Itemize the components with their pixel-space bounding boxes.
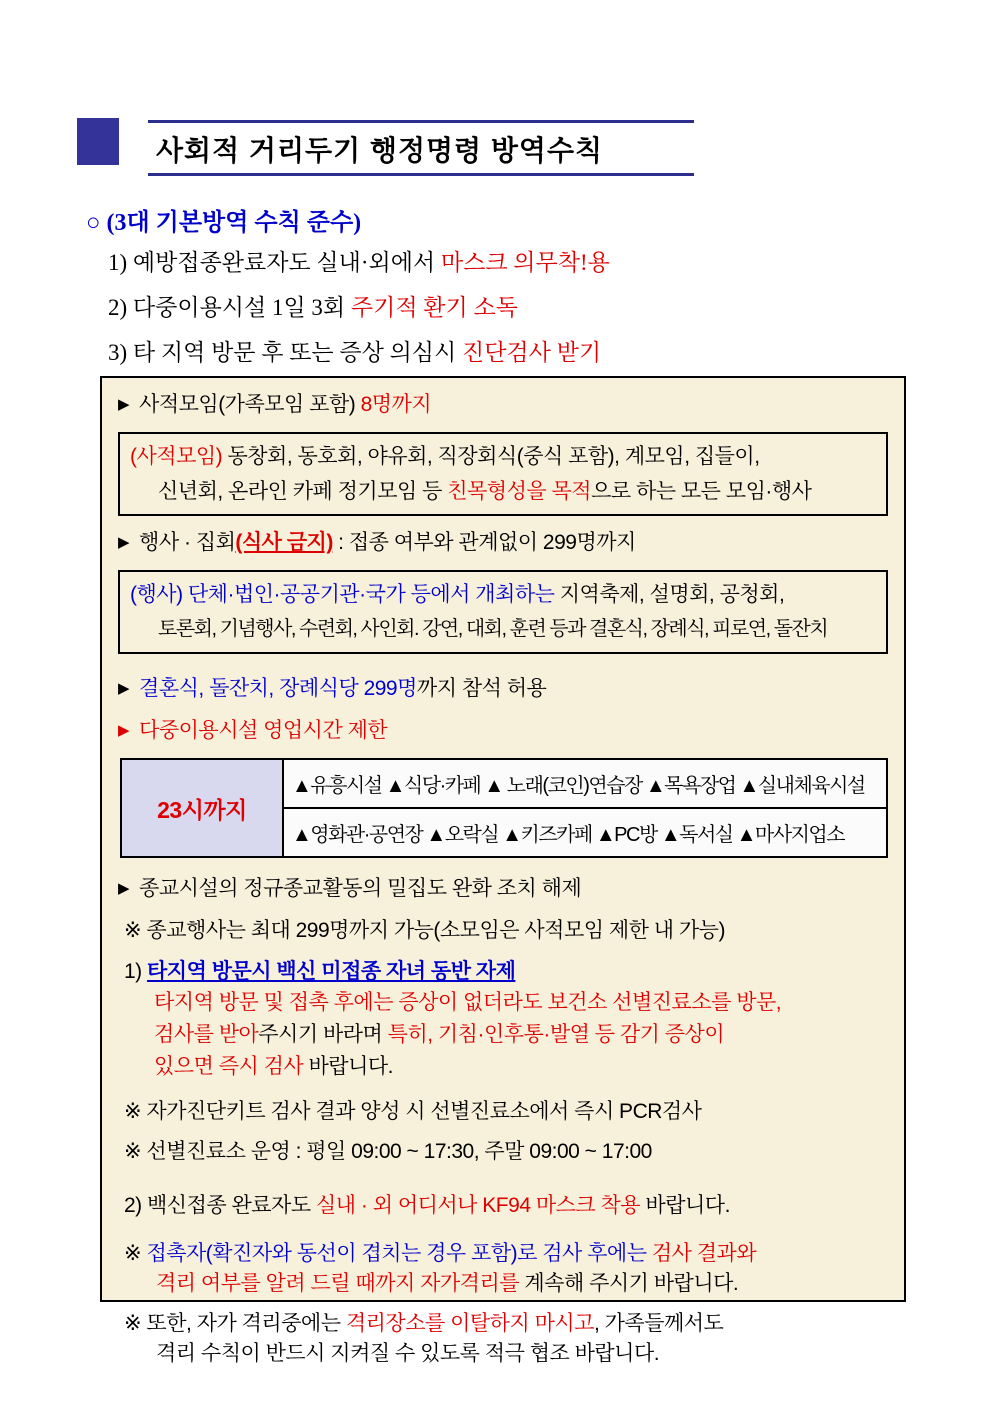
events-heading: ▶ 행사 · 집회(식사 금지) : 접종 여부와 관계없이 299명까지 bbox=[118, 531, 636, 554]
bullet-icon: ▶ bbox=[118, 396, 130, 413]
section-heading: ○ (3대 기본방역 수칙 준수) bbox=[86, 210, 362, 236]
basic-rule-2: 2) 다중이용시설 1일 3회 주기적 환기 소독 bbox=[108, 295, 518, 320]
wedding-rule: ▶ 결혼식, 돌잔치, 장례식당 299명까지 참석 허용 bbox=[118, 677, 547, 700]
title-rule-bottom bbox=[148, 173, 694, 176]
religion-rule: ▶ 종교시설의 정규종교활동의 밀집도 완화 조치 해제 bbox=[118, 877, 582, 900]
quarantine-note-line1: ※ 또한, 자가 격리중에는 격리장소를 이탈하지 마시고, 가족들께서도 bbox=[124, 1312, 724, 1335]
visit-other-region-body-1: 타지역 방문 및 접촉 후에는 증상이 없더라도 보건소 선별진료소를 방문, bbox=[154, 991, 782, 1014]
events-detail-line2: 토론회, 기념행사, 수련회, 사인회. 강연, 대회, 훈련 등과 결혼식, 장례식, 피로연, 돌잔치 bbox=[158, 618, 828, 640]
private-gathering-detail-line1: (사적모임) 동창회, 동호회, 야유회, 직장회식(중식 포함), 계모임, 집들이, bbox=[130, 445, 760, 468]
facility-hours-heading: ▶ 다중이용시설 영업시간 제한 bbox=[118, 719, 388, 742]
basic-rules-list bbox=[108, 240, 610, 375]
contact-note-line2: 격리 여부를 알려 드릴 때까지 자가격리를 계속해 주시기 바랍니다. bbox=[156, 1272, 739, 1295]
title-accent-square-icon bbox=[77, 118, 119, 165]
quarantine-note-line2: 격리 수칙이 반드시 지켜질 수 있도록 적극 협조 바랍니다. bbox=[156, 1342, 660, 1365]
private-gathering-detail-line2: 신년회, 온라인 카페 정기모임 등 친목형성을 목적으로 하는 모든 모임·행사 bbox=[158, 480, 812, 503]
visit-other-region-body-2: 검사를 받아주시기 바라며 특히, 기침·인후통·발열 등 감기 증상이 bbox=[154, 1023, 725, 1046]
hours-venue-row-2: ▲영화관·공연장 ▲오락실 ▲키즈카페 ▲PC방 ▲독서실 ▲마사지업소 bbox=[292, 824, 845, 846]
bullet-icon: ▶ bbox=[118, 534, 130, 551]
religion-note: ※ 종교행사는 최대 299명까지 가능(소모임은 사적모임 제한 내 가능) bbox=[124, 919, 725, 942]
bullet-icon: ▶ bbox=[118, 722, 130, 739]
private-gathering-heading: ▶ 사적모임(가족모임 포함) 8명까지 bbox=[118, 393, 432, 416]
pcr-note: ※ 자가진단키트 검사 결과 양성 시 선별진료소에서 즉시 PCR검사 bbox=[124, 1100, 702, 1123]
visit-other-region-item bbox=[118, 956, 888, 1083]
mask-item: 2) 백신접종 완료자도 실내 · 외 어디서나 KF94 마스크 착용 바랍니다. bbox=[124, 1194, 730, 1217]
hours-time-cell: 23시까지 bbox=[122, 760, 284, 856]
screening-hours-note: ※ 선별진료소 운영 : 평일 09:00 ~ 17:30, 주말 09:00 ~ 17:00 bbox=[124, 1140, 652, 1163]
basic-rule-3: 3) 타 지역 방문 후 또는 증상 의심시 진단검사 받기 bbox=[108, 340, 602, 365]
basic-rule-1: 1) 예방접종완료자도 실내·외에서 마스크 의무착!용 bbox=[108, 250, 610, 275]
events-detail-line1: (행사) 단체·법인·공공기관·국가 등에서 개최하는 지역축제, 설명회, 공청회, bbox=[130, 583, 785, 606]
main-rules-box bbox=[100, 376, 906, 1365]
visit-other-region-body-3: 있으면 즉시 검사 바랍니다. bbox=[154, 1055, 393, 1078]
page-title: 사회적 거리두기 행정명령 방역수칙 bbox=[156, 135, 604, 166]
title-rule-top bbox=[148, 120, 694, 123]
hours-venue-row-1: ▲유흥시설 ▲식당·카페 ▲ 노래(코인)연습장 ▲목욕장업 ▲실내체육시설 bbox=[284, 760, 886, 809]
bullet-icon: ▶ bbox=[118, 680, 130, 697]
hours-venues bbox=[284, 760, 886, 856]
visit-other-region-title: 1) 타지역 방문시 백신 미접종 자녀 동반 자제 bbox=[124, 960, 516, 983]
bullet-icon: ▶ bbox=[118, 880, 130, 897]
events-detail-box bbox=[118, 570, 888, 654]
contact-note-line1: ※ 접촉자(확진자와 동선이 겹치는 경우 포함)로 검사 후에는 검사 결과와 bbox=[124, 1242, 757, 1265]
hours-table bbox=[120, 758, 888, 858]
private-gathering-detail-box bbox=[118, 432, 888, 516]
